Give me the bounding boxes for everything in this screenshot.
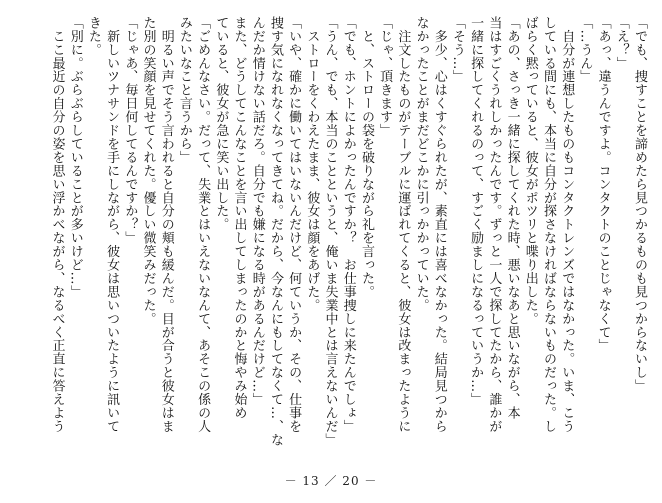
- novel-text-body: [12, 16, 648, 468]
- text-line: 「あの、さっき一緒に探してくれた時、悪いなあと思いながら、本: [504, 16, 520, 420]
- text-line: 「じゃ、頂きます」: [377, 16, 393, 138]
- text-line: なかったことがまだどこかに引っかかっていた。: [413, 16, 429, 312]
- text-line: きた。: [85, 16, 101, 57]
- text-line: 「ごめんなさい。だって、失業とはいえないなんて、あそこの係の人: [195, 16, 211, 433]
- text-line: 注文したものがテーブルに運ばれてくると、彼女は改まったように: [395, 16, 411, 433]
- page-number: － 13 ／ 20 －: [284, 474, 378, 488]
- text-line: している間にも、本当に自分が探さなければならないものだった。し: [540, 16, 556, 433]
- text-line: 一緒に探してくれるのって、すごく励ましになるっていうか…」: [468, 16, 484, 407]
- text-line: 明るい声でそう言われると自分の頬も緩んだ。目が合うと彼女はま: [158, 16, 174, 433]
- text-line: また、どうしてこんなことを言い出してしまったのかと悔やみ始め: [231, 16, 247, 420]
- text-line: と、ストローの袋を破りながら礼を言った。: [358, 16, 374, 299]
- text-line: ここ最近の自分の姿を思い浮かべながら、なるべく正直に答えよう: [49, 16, 65, 433]
- text-line: 捜す気になれなくなってきてね。だから、今なんにもしてなくて…、な: [267, 16, 283, 447]
- text-line: ばらく黙っていると、彼女がポツリと喋り出した。: [522, 16, 538, 326]
- text-line: た別の笑顔を見せてくれた。優しい微笑みだった。: [140, 16, 156, 326]
- text-line: 「でも、捜すことを諦めたら見つかるものも見つからないし」: [632, 16, 647, 393]
- text-line: 「え？」: [613, 16, 629, 70]
- text-line: 「別に。ぶらぶらしていることが多いけど…」: [67, 16, 83, 299]
- text-line: ストローをくわえたまま、彼女は顔をあげた。: [304, 16, 320, 312]
- text-line: みたいなこと言うから」: [176, 16, 192, 164]
- text-line: 「じゃあ、毎日何してるんですか？」: [122, 16, 138, 245]
- text-line: 自分が連想したものもコンタクトレンズではなかった。いま、こう: [559, 16, 575, 433]
- text-line: 「…うん」: [577, 16, 593, 84]
- text-line: 当はすごくうれしかったんです。ずっと一人で探してたから、誰かが: [486, 16, 502, 433]
- text-line: 「うん、でも、本当のことというと、俺いま失業中とは言えないんだ」: [322, 16, 338, 447]
- text-line: 「いや、確かに働いてはいないんだけど、何ていうか、その、仕事を: [286, 16, 302, 433]
- text-line: 新しいツナサンドを手にしながら、彼女は思いついたように訊いて: [104, 16, 120, 433]
- text-line: 「でも、ホントによかったんですか？ お仕事捜しに来たんでしょ」: [340, 16, 356, 433]
- text-line: 多少、心はくすぐられたが、素直には喜べなかった。結局見つから: [431, 16, 447, 433]
- text-line: んだか情けない話だろ。自分でも嫌になる時があるんだけど…」: [249, 16, 265, 407]
- text-line: ていると、彼女が急に笑い出した。: [213, 16, 229, 232]
- text-line: 「そう…」: [449, 16, 465, 84]
- text-line: 「あっ、違うんですよ。コンタクトのことじゃなくて」: [595, 16, 611, 353]
